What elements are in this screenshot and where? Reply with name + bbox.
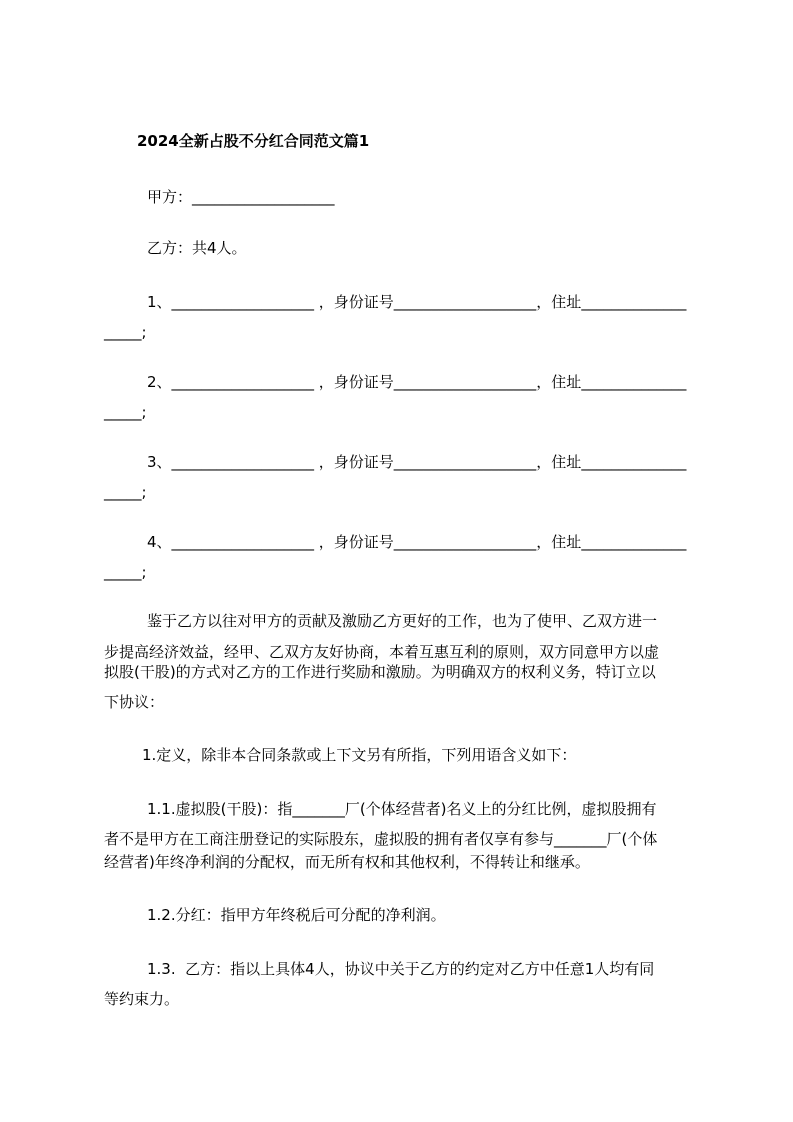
member-3-continuation: _____; [104,483,147,501]
clause-1-1-line-3: 经营者)年终净利润的分配权，而无所有权和其他权利，不得转让和继承。 [104,853,590,871]
member-1-line: 1、___________________ ，身份证号___________________，住址______________ [147,293,687,311]
clause-1: 1.定义，除非本合同条款或上下文另有所指，下列用语含义如下： [142,746,577,764]
clause-1-1-line-2: 者不是甲方在工商注册登记的实际股东，虚拟股的拥有者仅享有参与_______厂(个体 [104,830,658,848]
preamble-line-1: 鉴于乙方以往对甲方的贡献及激励乙方更好的工作，也为了使甲、乙双方进一 [147,612,658,630]
clause-1-1-line-1: 1.1.虚拟股(干股)：指_______厂(个体经营者)名义上的分红比例，虚拟股拥有 [147,800,657,818]
document-title: 2024全新占股不分红合同范文篇1 [137,132,370,150]
member-4-line: 4、___________________ ，身份证号___________________，住址______________ [147,533,687,551]
preamble-line-2: 步提高经济效益，经甲、乙双方友好协商，本着互惠互利的原则，双方同意甲方以虚 [104,643,660,661]
member-4-continuation: _____; [104,563,147,581]
member-2-line: 2、___________________ ，身份证号___________________，住址______________ [147,373,687,391]
preamble-line-3: 拟股(干股)的方式对乙方的工作进行奖励和激励。为明确双方的权利义务，特订立以 [104,663,656,681]
party-a-line: 甲方：___________________ [147,188,335,206]
clause-1-3-line-1: 1.3. 乙方：指以上具体4人，协议中关于乙方的约定对乙方中任意1人均有同 [147,960,655,978]
member-2-continuation: _____; [104,403,147,421]
member-3-line: 3、___________________ ，身份证号___________________，住址______________ [147,453,687,471]
party-b-line: 乙方：共4人。 [147,239,247,257]
clause-1-3-line-2: 等约束力。 [104,990,180,1008]
preamble-line-4: 下协议： [104,693,165,711]
member-1-continuation: _____; [104,323,147,341]
clause-1-2: 1.2.分红：指甲方年终税后可分配的净利润。 [147,906,446,924]
